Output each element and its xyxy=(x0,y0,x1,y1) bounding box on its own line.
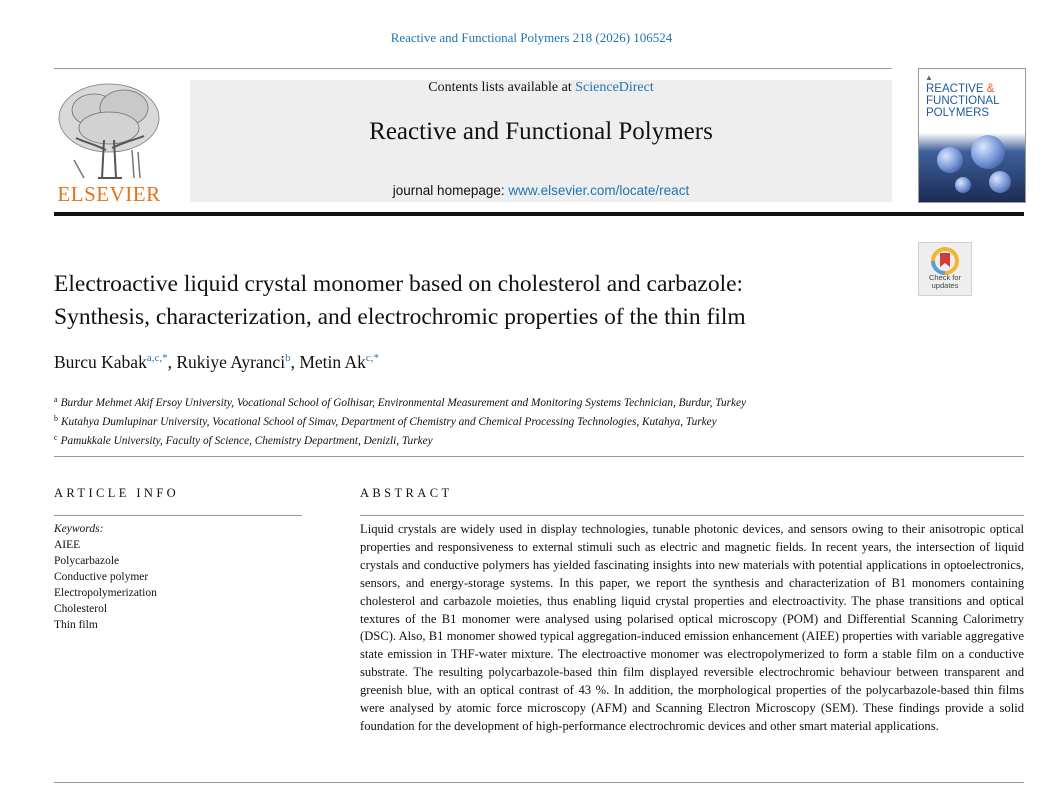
keyword-item: Cholesterol xyxy=(54,603,108,615)
cover-bubble-icon xyxy=(955,177,971,193)
abstract-text: Liquid crystals are widely used in display technologies, tunable photonic devices, and sensors owing to their anisotropic optical properties and responsiveness to external stimuli such as electric and magnetic fields. In recent years, the intersection of liquid crystals and conductive polymers has yielded fascinating insights into new materials with potential applications in optoelectronics, sensors, and energy-storage systems. In this paper, we report the synthesis and characterization of B1 monomers containing cholesterol and carbazole moieties, thus enabling liquid crystal properties and electroactivity. The phase transitions and optical textures of the B1 monomer were analysed using polarised optical microscopy (POM) and Differential Scanning Calorimetry (DSC). Also, B1 monomer showed typical aggregation-induced emission enhancement (AIEE) properties with variable aggregative state emission in THF-water mixture. The electroactive monomer was electropolymerized to form a stable film on a conductive substrate. The resulting polycarbazole-based thin film displayed reversible electrochromic behaviour between transparent and greenish blue, with an optical contrast of 43 %. In addition, the morphological properties of the polycarbazole-based thin films were analysed by atomic force microscopy (AFM) and Scanning Electron Microscopy (SEM). These findings provide a solid foundation for the development of high-performance electrochromic devices and other smart material applications. xyxy=(360,522,1024,733)
footer-divider xyxy=(54,782,1024,783)
check-for-updates-button[interactable] xyxy=(918,242,972,296)
author-separator: , xyxy=(167,352,177,372)
author-affiliation-link[interactable]: b xyxy=(285,352,291,364)
check-for-updates-label xyxy=(919,274,971,290)
affiliation-mark: c xyxy=(54,433,58,442)
journal-title: Reactive and Functional Polymers xyxy=(369,118,713,145)
author-name[interactable]: Rukiye Ayranci xyxy=(176,352,286,372)
author-list xyxy=(54,352,379,373)
affiliation-item xyxy=(54,430,1014,449)
keyword-item: Electropolymerization xyxy=(54,587,157,599)
keyword-item: AIEE xyxy=(54,539,81,551)
cover-publisher-icon: ▲ xyxy=(925,73,933,82)
author-affiliation-link[interactable]: a,c,* xyxy=(146,352,168,364)
author-name[interactable]: Metin Ak xyxy=(299,352,366,372)
affiliation-text: Burdur Mehmet Akif Ersoy University, Vocational School of Golhisar, Environmental Measurement and Monitoring Systems Technician, Burdur, Turkey xyxy=(60,397,747,409)
article-title-line1: Electroactive liquid crystal monomer based on cholesterol and carbazole: xyxy=(54,271,744,297)
keywords-block xyxy=(54,521,157,633)
affiliation-item xyxy=(54,411,1014,430)
check-badge-line2: updates xyxy=(931,281,959,290)
keyword-item: Polycarbazole xyxy=(54,555,120,567)
article-info-heading: ARTICLE INFO xyxy=(54,486,180,500)
homepage-prefix: journal homepage: xyxy=(392,183,509,198)
elsevier-wordmark: ELSEVIER xyxy=(57,182,161,206)
affiliation-item xyxy=(54,392,1014,411)
journal-cover[interactable] xyxy=(918,68,1026,203)
abstract-heading: ABSTRACT xyxy=(360,486,453,500)
header-divider xyxy=(54,68,892,69)
crossmark-icon xyxy=(931,247,959,275)
homepage-link[interactable]: www.elsevier.com/locate/react xyxy=(508,183,690,198)
contents-line xyxy=(190,80,892,96)
affiliation-text: Pamukkale University, Faculty of Science, Chemistry Department, Denizli, Turkey xyxy=(60,435,433,447)
cover-bubble-icon xyxy=(989,171,1011,193)
cover-title-line2: FUNCTIONAL xyxy=(926,95,1000,107)
citation-line[interactable] xyxy=(0,30,1063,46)
author-separator: , xyxy=(290,352,300,372)
section-divider xyxy=(54,456,1024,457)
article-title-line2: Synthesis, characterization, and electrochromic properties of the thin film xyxy=(54,304,746,330)
contents-prefix: Contents lists available at xyxy=(428,80,576,95)
sciencedirect-link[interactable]: ScienceDirect xyxy=(575,80,654,95)
journal-header-box xyxy=(190,80,892,202)
check-badge-line1: Check for xyxy=(928,273,962,282)
keyword-item: Thin film xyxy=(54,619,98,631)
article-info-rule xyxy=(54,515,302,516)
cover-bubble-icon xyxy=(937,147,963,173)
author-name[interactable]: Burcu Kabak xyxy=(54,352,147,372)
abstract-rule xyxy=(360,515,1024,516)
affiliation-mark: a xyxy=(54,395,58,404)
author-affiliation-link[interactable]: c,* xyxy=(365,352,380,364)
cover-bubble-icon xyxy=(971,135,1005,169)
article-title xyxy=(54,268,904,334)
cover-title-line1: REACTIVE xyxy=(926,83,984,95)
keywords-label: Keywords: xyxy=(54,523,104,535)
affiliation-mark: b xyxy=(54,414,58,423)
homepage-line xyxy=(190,183,892,198)
affiliation-text: Kutahya Dumlupinar University, Vocational School of Simav, Department of Chemistry and Chemical Processing Technologies, Kutahya, Turkey xyxy=(61,416,717,428)
keyword-item: Conductive polymer xyxy=(54,571,149,583)
affiliations xyxy=(54,392,1014,449)
header-thick-rule xyxy=(54,212,1024,216)
citation-link[interactable]: Reactive and Functional Polymers 218 (2026) 106524 xyxy=(390,30,673,45)
cover-title-line3: POLYMERS xyxy=(926,107,990,119)
cover-title xyxy=(926,83,999,119)
cover-title-amp: & xyxy=(986,83,995,95)
